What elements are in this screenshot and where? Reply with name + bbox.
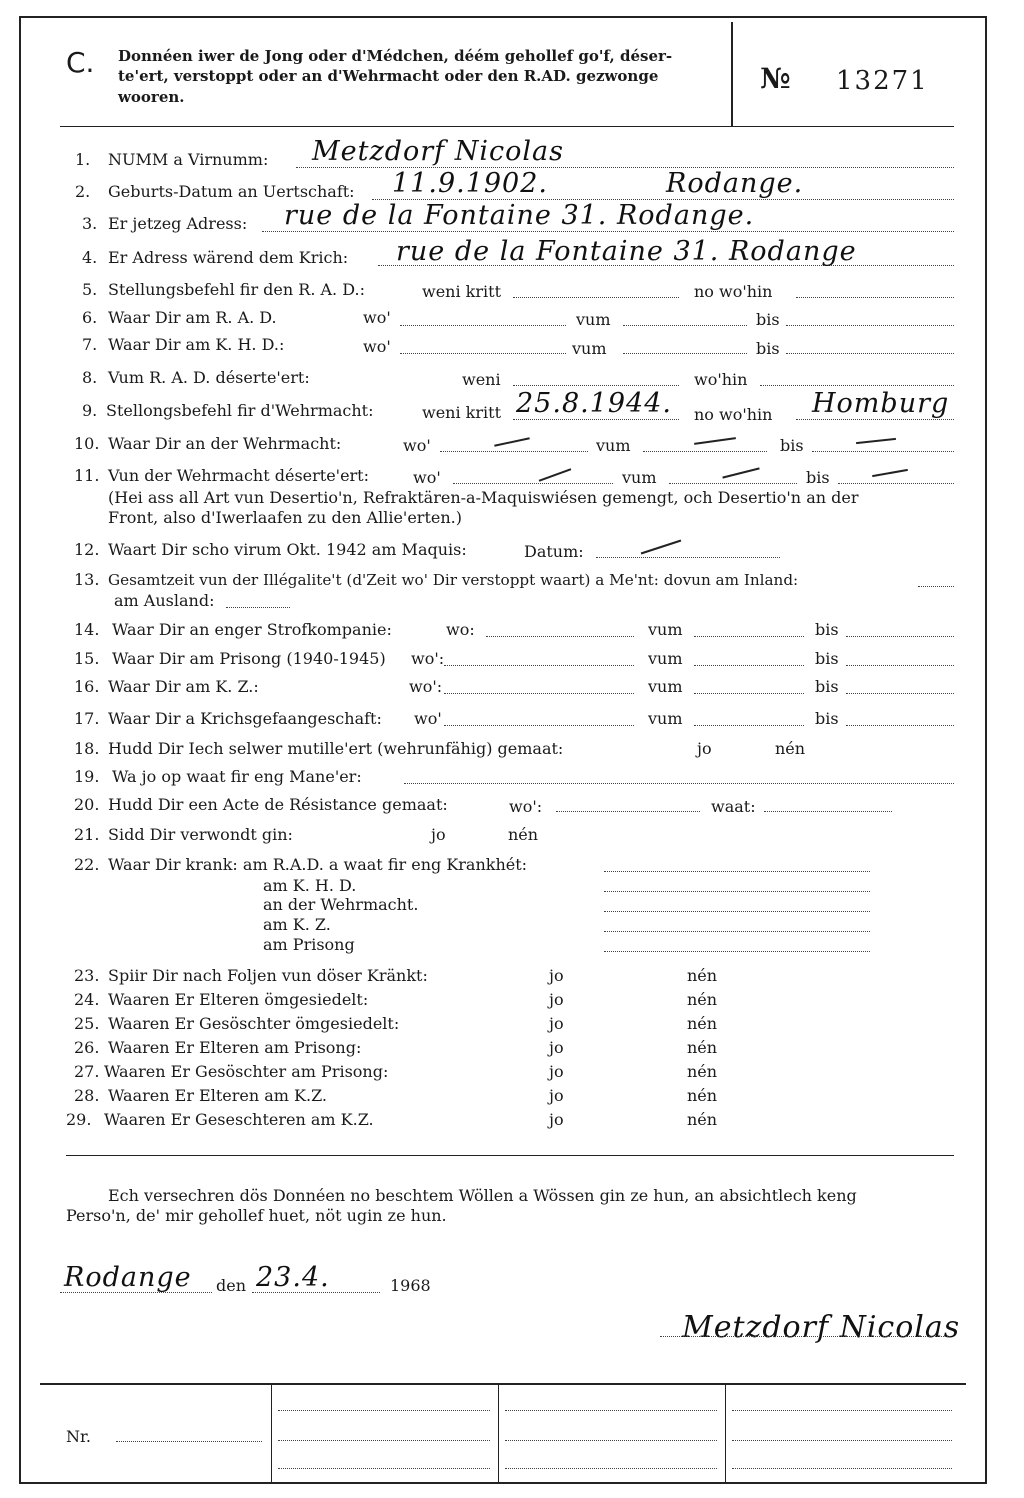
row-label: Waar Dir a Krichsgefaangeschaft: bbox=[108, 709, 382, 728]
sub-label: an der Wehrmacht. bbox=[263, 895, 419, 914]
row-number: 22. bbox=[74, 855, 100, 874]
option-no: nén bbox=[508, 825, 539, 844]
field-label: wo' bbox=[414, 709, 442, 728]
footer-line bbox=[732, 1468, 952, 1469]
field-label: vum bbox=[648, 620, 683, 639]
row-label: Waaren Er Gesöschter ömgesiedelt: bbox=[108, 1014, 400, 1033]
row-label: Hudd Dir Iech selwer mutille'ert (wehrunfähig) gemaat: bbox=[108, 739, 564, 758]
answer-line bbox=[812, 451, 954, 452]
handwritten-sign-date: 23.4. bbox=[256, 1262, 330, 1293]
row-label: Hudd Dir een Acte de Résistance gemaat: bbox=[108, 795, 448, 814]
header-line-2: te'ert, verstoppt oder an d'Wehrmacht oder den R.AD. gezwonge bbox=[118, 67, 659, 85]
sub-label: am K. H. D. bbox=[263, 876, 357, 895]
row-number: 8. bbox=[82, 368, 98, 387]
header-divider bbox=[731, 22, 733, 126]
row-number: 13. bbox=[74, 570, 100, 589]
row-number: 17. bbox=[74, 709, 100, 728]
answer-line bbox=[694, 725, 804, 726]
handwritten-birth-place: Rodange. bbox=[666, 168, 804, 199]
number-value: 13271 bbox=[836, 66, 929, 96]
handwritten-sign-place: Rodange bbox=[64, 1262, 192, 1293]
row-label: Geburts-Datum an Uertschaft: bbox=[108, 182, 355, 201]
option-no: nén bbox=[775, 739, 806, 758]
field-label: wo' bbox=[403, 436, 431, 455]
field-label: vum bbox=[648, 709, 683, 728]
option-yes: jo bbox=[549, 1014, 564, 1033]
field-label: waat: bbox=[711, 797, 756, 816]
declaration-line-1: Ech versechren dös Donnéen no beschtem Wöllen a Wössen gin ze hun, an absichtlech keng bbox=[108, 1186, 857, 1205]
field-label: weni kritt bbox=[422, 282, 501, 301]
option-yes: jo bbox=[549, 990, 564, 1009]
number-label: № bbox=[760, 62, 791, 95]
row-number: 16. bbox=[74, 677, 100, 696]
row-label: Waaren Er Geseschteren am K.Z. bbox=[104, 1110, 374, 1129]
footer-col-divider bbox=[498, 1384, 499, 1482]
answer-line bbox=[764, 811, 892, 812]
answer-line bbox=[400, 325, 566, 326]
row-label: Waar Dir am Prisong (1940-1945) bbox=[112, 649, 386, 668]
row-label: Waar Dir an der Wehrmacht: bbox=[108, 434, 342, 453]
handwritten-name: Metzdorf Nicolas bbox=[312, 136, 564, 167]
row-number: 10. bbox=[74, 434, 100, 453]
row-number: 28. bbox=[74, 1086, 100, 1105]
answer-line bbox=[60, 1292, 212, 1293]
header-line-3: wooren. bbox=[118, 88, 185, 106]
footer-col-divider bbox=[271, 1384, 272, 1482]
footer-col-divider bbox=[725, 1384, 726, 1482]
answer-line bbox=[596, 557, 780, 558]
option-no: nén bbox=[687, 1014, 718, 1033]
field-label: wo': bbox=[509, 797, 543, 816]
answer-line bbox=[846, 725, 954, 726]
answer-line bbox=[918, 586, 954, 587]
row-number: 9. bbox=[82, 401, 98, 420]
answer-line bbox=[556, 811, 700, 812]
answer-line bbox=[796, 297, 954, 298]
option-no: nén bbox=[687, 1062, 718, 1081]
row-label: Waar Dir am K. Z.: bbox=[108, 677, 259, 696]
answer-line bbox=[760, 385, 954, 386]
footer-rule bbox=[40, 1383, 966, 1385]
row-label: Er Adress wärend dem Krich: bbox=[108, 248, 349, 267]
row-number: 1. bbox=[75, 150, 91, 169]
row-number: 15. bbox=[74, 649, 100, 668]
answer-line bbox=[486, 636, 634, 637]
field-label: bis bbox=[780, 436, 804, 455]
answer-line bbox=[796, 419, 954, 420]
field-label: weni kritt bbox=[422, 403, 501, 422]
answer-line bbox=[444, 665, 634, 666]
field-label: bis bbox=[756, 339, 780, 358]
declaration-rule bbox=[66, 1155, 954, 1156]
answer-line bbox=[440, 451, 588, 452]
answer-line bbox=[262, 231, 954, 232]
row-number: 11. bbox=[74, 466, 100, 485]
row-number: 12. bbox=[74, 540, 100, 559]
row-label: NUMM a Virnumm: bbox=[108, 150, 269, 169]
field-label: wo': bbox=[411, 649, 445, 668]
row-label: Stellungsbefehl fir den R. A. D.: bbox=[108, 280, 365, 299]
footer-line bbox=[732, 1440, 952, 1441]
field-label: vum bbox=[596, 436, 631, 455]
row-label: Gesamtzeit vun der Illégalite't (d'Zeit wo' Dir verstoppt waart) a Me'nt: dovun am Inland: bbox=[108, 571, 799, 589]
field-label: vum bbox=[648, 677, 683, 696]
answer-line bbox=[604, 931, 870, 932]
field-label: wo' bbox=[363, 337, 391, 356]
row-number: 27. bbox=[74, 1062, 100, 1081]
answer-line bbox=[400, 353, 566, 354]
handwritten-current-address: rue de la Fontaine 31. Rodange. bbox=[284, 200, 755, 231]
row-number: 2. bbox=[75, 182, 91, 201]
field-label: wo' bbox=[363, 308, 391, 327]
field-label: Datum: bbox=[524, 542, 584, 561]
option-no: nén bbox=[687, 1086, 718, 1105]
option-yes: jo bbox=[549, 1062, 564, 1081]
answer-line bbox=[444, 725, 634, 726]
section-letter: C. bbox=[66, 46, 95, 79]
row-label: Vum R. A. D. déserte'ert: bbox=[108, 368, 310, 387]
row-note: Front, also d'Iwerlaafen zu den Allie'erten.) bbox=[108, 508, 462, 527]
field-label: bis bbox=[815, 709, 839, 728]
year-label: 1968 bbox=[390, 1276, 431, 1295]
footer-line bbox=[278, 1468, 490, 1469]
row-label: Vun der Wehrmacht déserte'ert: bbox=[108, 466, 369, 485]
field-label: bis bbox=[806, 468, 830, 487]
field-label: wo: bbox=[446, 620, 475, 639]
row-number: 7. bbox=[82, 335, 98, 354]
answer-line bbox=[786, 325, 954, 326]
row-number: 3. bbox=[82, 214, 98, 233]
row-number: 23. bbox=[74, 966, 100, 985]
footer-line bbox=[505, 1410, 717, 1411]
option-no: nén bbox=[687, 966, 718, 985]
answer-line bbox=[623, 353, 747, 354]
answer-line bbox=[453, 483, 613, 484]
row-label: Waar Dir am R. A. D. bbox=[108, 308, 277, 327]
option-yes: jo bbox=[549, 1110, 564, 1129]
answer-line bbox=[786, 353, 954, 354]
row-label: Waaren Er Elteren ömgesiedelt: bbox=[108, 990, 369, 1009]
footer-line bbox=[505, 1440, 717, 1441]
field-label: wo': bbox=[409, 677, 443, 696]
answer-line bbox=[838, 483, 954, 484]
field-label: vum bbox=[648, 649, 683, 668]
handwritten-birth-date: 11.9.1902. bbox=[392, 168, 548, 199]
den-label: den bbox=[216, 1276, 247, 1295]
answer-line bbox=[116, 1441, 262, 1442]
header-rule bbox=[60, 126, 954, 127]
field-label: bis bbox=[815, 620, 839, 639]
answer-line bbox=[846, 693, 954, 694]
field-label: bis bbox=[815, 649, 839, 668]
answer-line bbox=[694, 636, 804, 637]
handwritten-wehrmacht-place: Homburg bbox=[812, 388, 950, 419]
row-label: Waaren Er Elteren am Prisong: bbox=[108, 1038, 362, 1057]
field-label: bis bbox=[815, 677, 839, 696]
row-label-2: am Ausland: bbox=[114, 591, 215, 610]
row-label: Waar Dir an enger Strofkompanie: bbox=[112, 620, 392, 639]
row-label: Waart Dir scho virum Okt. 1942 am Maquis: bbox=[108, 540, 467, 559]
answer-line bbox=[669, 483, 797, 484]
row-number: 20. bbox=[74, 795, 100, 814]
row-label: Waar Dir am K. H. D.: bbox=[108, 335, 285, 354]
answer-line bbox=[604, 911, 870, 912]
answer-line bbox=[226, 607, 290, 608]
nr-label: Nr. bbox=[66, 1427, 91, 1446]
option-no: nén bbox=[687, 990, 718, 1009]
signature: Metzdorf Nicolas bbox=[682, 1310, 961, 1345]
row-number: 26. bbox=[74, 1038, 100, 1057]
field-label: no wo'hin bbox=[694, 282, 773, 301]
answer-line bbox=[604, 891, 870, 892]
footer-line bbox=[732, 1410, 952, 1411]
row-label: Sidd Dir verwondt gin: bbox=[108, 825, 293, 844]
sub-label: am K. Z. bbox=[263, 915, 331, 934]
footer-line bbox=[278, 1440, 490, 1441]
answer-line bbox=[513, 419, 679, 420]
field-label: weni bbox=[462, 370, 501, 389]
field-label: vum bbox=[572, 339, 607, 358]
declaration-line-2: Perso'n, de' mir gehollef huet, nöt ugin ze hun. bbox=[66, 1206, 447, 1225]
answer-line bbox=[694, 665, 804, 666]
row-number: 4. bbox=[82, 248, 98, 267]
answer-line bbox=[643, 451, 767, 452]
row-label: Spiir Dir nach Foljen vun döser Kränkt: bbox=[108, 966, 428, 985]
row-note: (Hei ass all Art vun Desertio'n, Refraktären-a-Maquiswiésen gemengt, och Desertio'n an der bbox=[108, 488, 859, 507]
option-yes: jo bbox=[549, 1038, 564, 1057]
answer-line bbox=[513, 297, 679, 298]
sub-label: am Prisong bbox=[263, 935, 355, 954]
header-line-1: Donnéen iwer de Jong oder d'Médchen, déém gehollef go'f, déser- bbox=[118, 47, 673, 65]
answer-line bbox=[604, 871, 870, 872]
row-label: Wa jo op waat fir eng Mane'er: bbox=[112, 767, 362, 786]
option-yes: jo bbox=[431, 825, 446, 844]
answer-line bbox=[694, 693, 804, 694]
handwritten-wehrmacht-date: 25.8.1944. bbox=[516, 388, 672, 419]
option-yes: jo bbox=[549, 966, 564, 985]
field-label: wo'hin bbox=[694, 370, 748, 389]
row-label: Er jetzeg Adress: bbox=[108, 214, 248, 233]
row-number: 25. bbox=[74, 1014, 100, 1033]
answer-line bbox=[623, 325, 747, 326]
row-label: Stellongsbefehl fir d'Wehrmacht: bbox=[106, 401, 374, 420]
answer-line bbox=[846, 636, 954, 637]
field-label: vum bbox=[576, 310, 611, 329]
option-no: nén bbox=[687, 1038, 718, 1057]
signature-line bbox=[660, 1336, 950, 1337]
option-no: nén bbox=[687, 1110, 718, 1129]
answer-line bbox=[846, 665, 954, 666]
row-number: 29. bbox=[66, 1110, 92, 1129]
answer-line bbox=[404, 783, 954, 784]
field-label: vum bbox=[622, 468, 657, 487]
answer-line bbox=[444, 693, 634, 694]
row-label: Waar Dir krank: am R.A.D. a waat fir eng Krankhét: bbox=[108, 855, 528, 874]
field-label: bis bbox=[756, 310, 780, 329]
row-number: 6. bbox=[82, 308, 98, 327]
row-number: 5. bbox=[82, 280, 98, 299]
row-number: 19. bbox=[74, 767, 100, 786]
row-number: 21. bbox=[74, 825, 100, 844]
answer-line bbox=[604, 951, 870, 952]
field-label: wo' bbox=[413, 468, 441, 487]
field-label: no wo'hin bbox=[694, 405, 773, 424]
handwritten-war-address: rue de la Fontaine 31. Rodange bbox=[396, 236, 857, 267]
footer-line bbox=[278, 1410, 490, 1411]
option-yes: jo bbox=[549, 1086, 564, 1105]
footer-line bbox=[505, 1468, 717, 1469]
row-label: Waaren Er Elteren am K.Z. bbox=[108, 1086, 328, 1105]
row-label: Waaren Er Gesöschter am Prisong: bbox=[104, 1062, 389, 1081]
answer-line bbox=[513, 385, 679, 386]
option-yes: jo bbox=[697, 739, 712, 758]
row-number: 24. bbox=[74, 990, 100, 1009]
row-number: 18. bbox=[74, 739, 100, 758]
row-number: 14. bbox=[74, 620, 100, 639]
